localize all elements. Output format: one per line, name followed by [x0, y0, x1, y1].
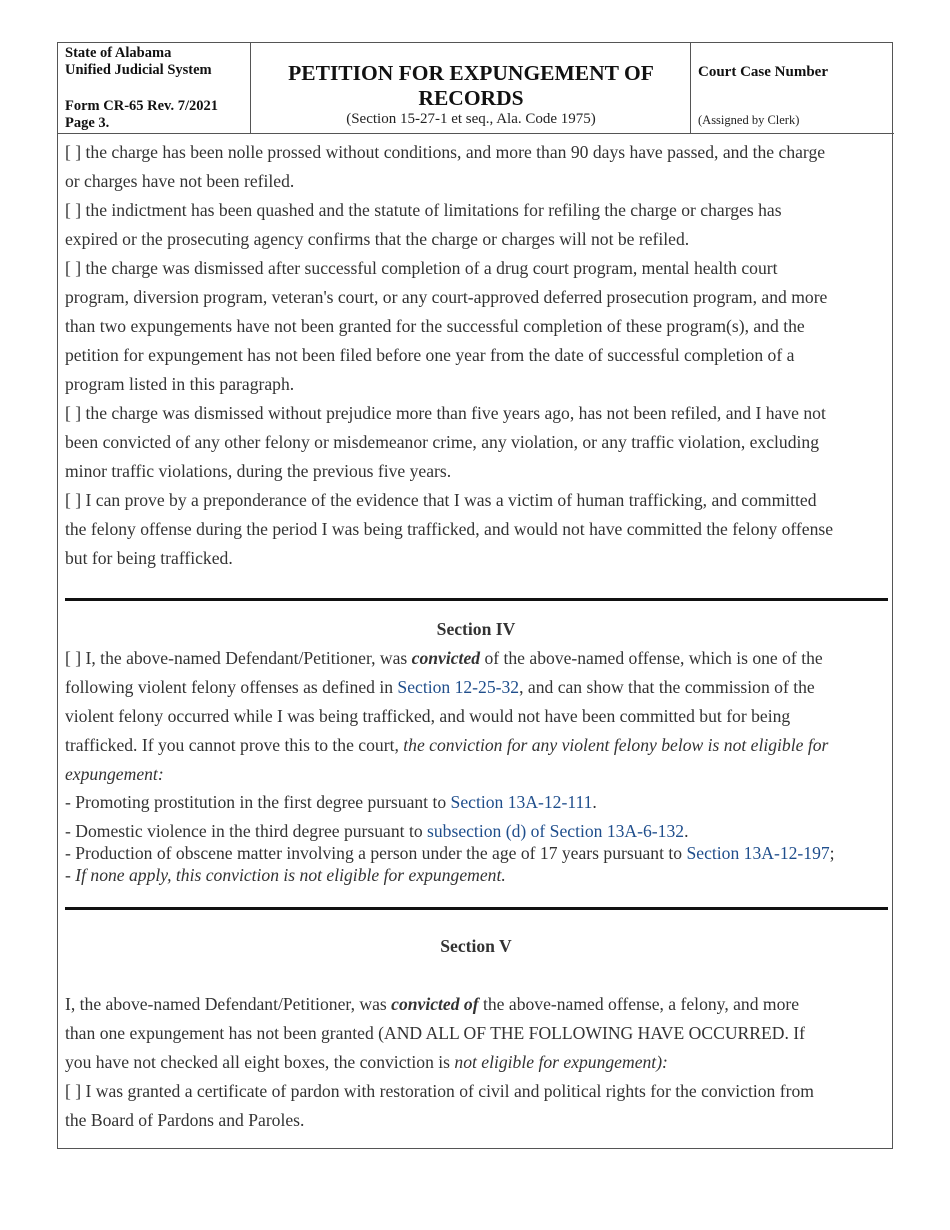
header-case-cell	[691, 43, 894, 133]
form-header	[58, 43, 894, 134]
option-dismissed-without-prejudice: [ ] the charge was dismissed without prejudice more than five years ago, has not been refiled, and I have not been convicted of any other felony or misdemeanor crime, any violation, or any traffic violation, excluding minor traffic violations, during the previous five years.	[65, 403, 826, 481]
title-line-2: RECORDS	[418, 86, 524, 110]
form-page	[57, 42, 893, 1149]
checkbox[interactable]: [ ]	[65, 490, 82, 510]
checkbox[interactable]: [ ]	[65, 648, 82, 668]
offense-item-promoting-prostitution: - Promoting prostitution in the first degree pursuant to Section 13A-12-111.	[65, 792, 597, 812]
option-indictment-quashed: [ ] the indictment has been quashed and the statute of limitations for refiling the charge or charges has expired or the prosecuting agency confirms that the charge or charges will not be refiled.	[65, 200, 782, 249]
offense-item-domestic-violence: - Domestic violence in the third degree pursuant to subsection (d) of Section 13A-6-132.	[65, 821, 689, 841]
section-iv-heading: Section IV	[436, 619, 516, 639]
option-nolle-prossed: [ ] the charge has been nolle prossed without conditions, and more than 90 days have passed, and the charge or charges have not been refiled.	[65, 142, 826, 191]
section-13a-12-197-link[interactable]: Section 13A-12-197	[686, 843, 830, 863]
option-program-completion: [ ] the charge was dismissed after successful completion of a drug court program, mental health court program, diversion program, veteran's court, or any court-approved deferred prosecution program, and more than two expungements have not been granted for the successful completion of these program(s), and the petition for expungement has not been filed before one year from the date of successful completion of a program listed in this paragraph.	[65, 258, 828, 394]
org-line-1: State of Alabama	[65, 45, 172, 61]
offense-item-obscene-matter: - Production of obscene matter involving a person under the age of 17 years pursuant to Section 13A-12-197;	[65, 843, 835, 863]
checkbox[interactable]: [ ]	[65, 142, 82, 162]
form-subtitle: (Section 15-27-1 et seq., Ala. Code 1975)	[346, 111, 596, 127]
checkbox[interactable]: [ ]	[65, 1081, 82, 1101]
option-certificate-of-pardon: [ ] I was granted a certificate of pardon with restoration of civil and political rights for the conviction from the Board of Pardons and Paroles.	[65, 1081, 814, 1130]
option-human-trafficking-victim: [ ] I can prove by a preponderance of the evidence that I was a victim of human trafficking, and committed the felony offense during the period I was being trafficked, and would not have committed the felony offense but for being trafficked.	[65, 490, 834, 568]
checkbox[interactable]: [ ]	[65, 258, 82, 278]
section-13a-6-132-link[interactable]: subsection (d) of Section 13A-6-132	[427, 821, 685, 841]
dismissal-options	[65, 138, 887, 573]
section-12-25-32-link[interactable]: Section 12-25-32	[397, 677, 520, 697]
section-iv-body: [ ] I, the above-named Defendant/Petitioner, was convicted of the above-named offense, which is one of the following violent felony offenses as defined in Section 12-25-32, and can show that the commission of the violent felony occurred while I was being trafficked, and would not have been committed but for being trafficked. If you cannot prove this to the court, the conviction for any violent felony below is not eligible for expungement:	[65, 648, 829, 784]
checkbox[interactable]: [ ]	[65, 403, 82, 423]
none-apply-note: - If none apply, this conviction is not eligible for expungement.	[65, 865, 506, 885]
section-v-body: I, the above-named Defendant/Petitioner, was convicted of the above-named offense, a felony, and more than one expungement has not been granted (AND ALL OF THE FOLLOWING HAVE OCCURRED. If you have not checked all eight boxes, the conviction is not eligible for expungement): [ ] I was granted a certificate of pardon with restoration of civil and political rights for the conviction from the Board of Pardons and Paroles.	[65, 990, 887, 1135]
section-v-heading: Section V	[440, 936, 512, 956]
section-13a-12-111-link[interactable]: Section 13A-12-111	[450, 792, 593, 812]
header-title-cell	[251, 43, 691, 133]
header-left-cell	[58, 43, 251, 133]
form-number: Form CR-65 Rev. 7/2021	[65, 98, 219, 114]
section-divider	[65, 598, 888, 601]
form-title	[251, 61, 691, 111]
section-divider	[65, 907, 888, 910]
title-line-1: PETITION FOR EXPUNGEMENT OF	[288, 61, 654, 85]
assigned-by-clerk-note: (Assigned by Clerk)	[698, 113, 800, 127]
org-line-2: Unified Judicial System	[65, 62, 212, 78]
page-number: Page 3.	[65, 115, 110, 131]
checkbox[interactable]: [ ]	[65, 200, 82, 220]
court-case-number-label: Court Case Number	[698, 64, 828, 80]
